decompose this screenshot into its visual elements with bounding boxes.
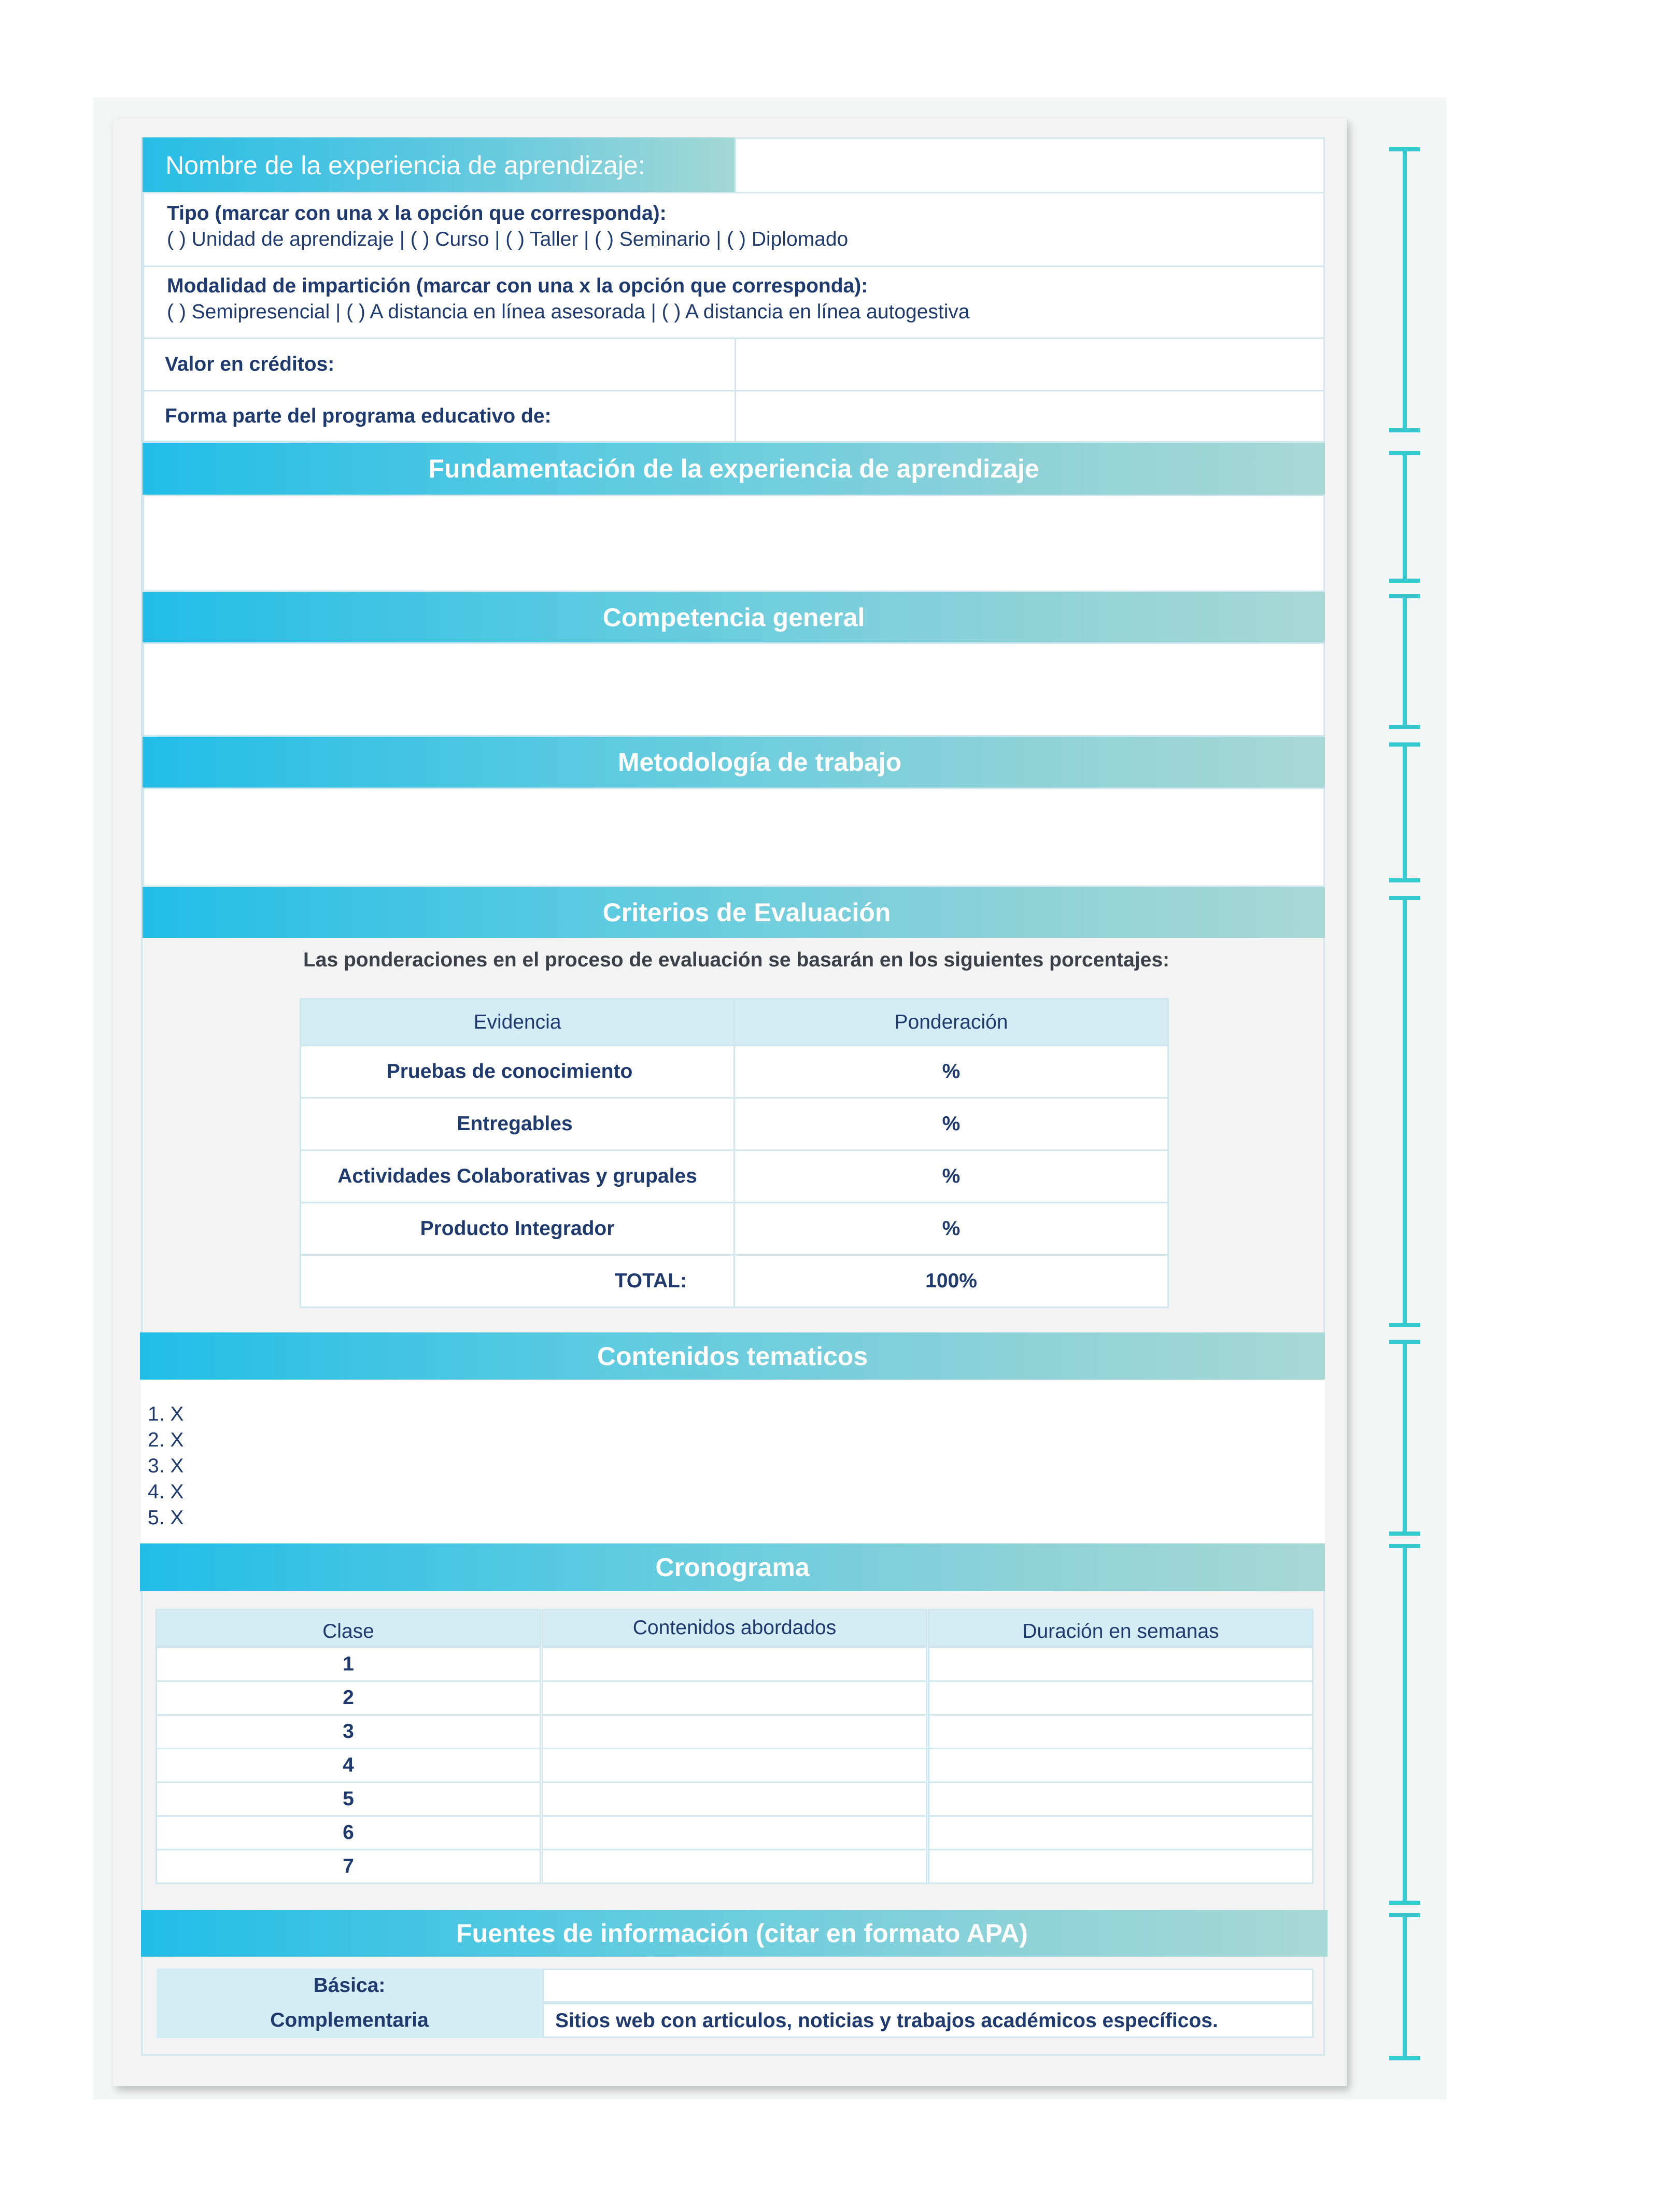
programa-label: Forma parte del programa educativo de:: [165, 405, 552, 427]
metodologia-header: Metodología de trabajo: [143, 737, 1325, 788]
contenidos-header: Contenidos tematicos: [140, 1332, 1325, 1380]
section-ruler: [1374, 140, 1436, 2079]
crono-duracion-cell[interactable]: [928, 1680, 1314, 1716]
eval-row-ponderacion[interactable]: %: [733, 1202, 1169, 1256]
crono-duracion-cell[interactable]: [928, 1714, 1314, 1749]
crono-contenidos-cell[interactable]: [542, 1781, 927, 1817]
list-item: 4. X: [148, 1481, 184, 1503]
crono-clase-cell: 1: [156, 1647, 541, 1682]
tipo-options[interactable]: ( ) Unidad de aprendizaje | ( ) Curso | ( ) Taller | ( ) Seminario | ( ) Diplomado: [167, 228, 849, 250]
experience-name-label: [143, 137, 736, 193]
cronograma-header: Cronograma: [140, 1543, 1325, 1591]
crono-clase-cell: 6: [156, 1815, 541, 1850]
tipo-row: [143, 192, 1325, 267]
crono-contenidos-cell[interactable]: [542, 1815, 927, 1850]
modalidad-label: Modalidad de impartición (marcar con una x la opción que corresponda):: [167, 275, 868, 297]
crono-clase-cell: 2: [156, 1680, 541, 1716]
crono-clase-cell: 4: [156, 1748, 541, 1783]
crono-duracion-cell[interactable]: [928, 1781, 1314, 1817]
crono-clase-cell: 7: [156, 1849, 541, 1884]
competencia-header: Competencia general: [143, 592, 1325, 642]
list-item: 3. X: [148, 1455, 184, 1477]
crono-clase-cell: 5: [156, 1781, 541, 1817]
eval-row-ponderacion[interactable]: %: [733, 1045, 1169, 1099]
crono-duracion-cell[interactable]: [928, 1647, 1314, 1682]
eval-header-evidencia: Evidencia: [300, 998, 735, 1046]
crono-duracion-cell[interactable]: [928, 1849, 1314, 1884]
fuentes-basica-label: Básica:: [157, 1969, 542, 2003]
crono-header-clase: Clase: [156, 1609, 541, 1647]
fuentes-header: Fuentes de información (citar en formato APA): [141, 1910, 1328, 1957]
programa-field[interactable]: [735, 390, 1325, 443]
eval-row-evidencia: Actividades Colaborativas y grupales: [300, 1149, 735, 1203]
tipo-label: Tipo (marcar con una x la opción que corresponda):: [167, 202, 667, 224]
fundamentacion-header: Fundamentación de la experiencia de aprendizaje: [143, 443, 1325, 495]
crono-clase-cell: 3: [156, 1714, 541, 1749]
creditos-label-cell: [143, 338, 736, 391]
competencia-field[interactable]: [143, 642, 1325, 737]
eval-total-value: 100%: [733, 1254, 1169, 1308]
programa-label-cell: [143, 390, 736, 443]
eval-total-label: TOTAL:: [300, 1254, 735, 1308]
fuentes-basica-field[interactable]: [542, 1969, 1314, 2003]
eval-row-ponderacion[interactable]: %: [733, 1149, 1169, 1203]
list-item: 1. X: [148, 1403, 184, 1425]
list-item: 5. X: [148, 1507, 184, 1529]
crono-contenidos-cell[interactable]: [542, 1748, 927, 1783]
crono-contenidos-cell[interactable]: [542, 1680, 927, 1716]
creditos-label: Valor en créditos:: [165, 353, 335, 375]
experience-name-field[interactable]: [735, 137, 1325, 193]
contenidos-list: [148, 1401, 183, 1531]
metodologia-field[interactable]: [143, 788, 1325, 887]
crono-duracion-cell[interactable]: [928, 1815, 1314, 1850]
modalidad-options[interactable]: ( ) Semipresencial | ( ) A distancia en línea asesorada | ( ) A distancia en línea autogestiva: [167, 301, 970, 323]
crono-contenidos-cell[interactable]: [542, 1714, 927, 1749]
eval-row-evidencia: Pruebas de conocimiento: [300, 1045, 735, 1099]
crono-header-duracion: Duración en semanas: [928, 1609, 1314, 1647]
creditos-field[interactable]: [735, 338, 1325, 391]
eval-row-ponderacion[interactable]: %: [733, 1097, 1169, 1151]
fuentes-complementaria-field[interactable]: Sitios web con articulos, noticias y trabajos académicos específicos.: [542, 2003, 1314, 2038]
eval-row-evidencia: Entregables: [300, 1097, 735, 1151]
experience-name-label-text: Nombre de la experiencia de aprendizaje:: [165, 151, 645, 180]
eval-header-ponderacion: Ponderación: [733, 998, 1169, 1046]
contenidos-area: [141, 1380, 1325, 1543]
list-item: 2. X: [148, 1429, 184, 1451]
modalidad-row: [143, 265, 1325, 339]
crono-contenidos-cell[interactable]: [542, 1647, 927, 1682]
crono-header-contenidos: Contenidos abordados: [542, 1609, 927, 1647]
criterios-intro: Las ponderaciones en el proceso de evaluación se basarán en los siguientes porcentajes:: [303, 949, 1170, 971]
crono-duracion-cell[interactable]: [928, 1748, 1314, 1783]
fundamentacion-field[interactable]: [143, 495, 1325, 592]
eval-row-evidencia: Producto Integrador: [300, 1202, 735, 1256]
fuentes-complementaria-label: Complementaria: [157, 2003, 542, 2038]
crono-contenidos-cell[interactable]: [542, 1849, 927, 1884]
criterios-header: Criterios de Evaluación: [143, 887, 1325, 938]
